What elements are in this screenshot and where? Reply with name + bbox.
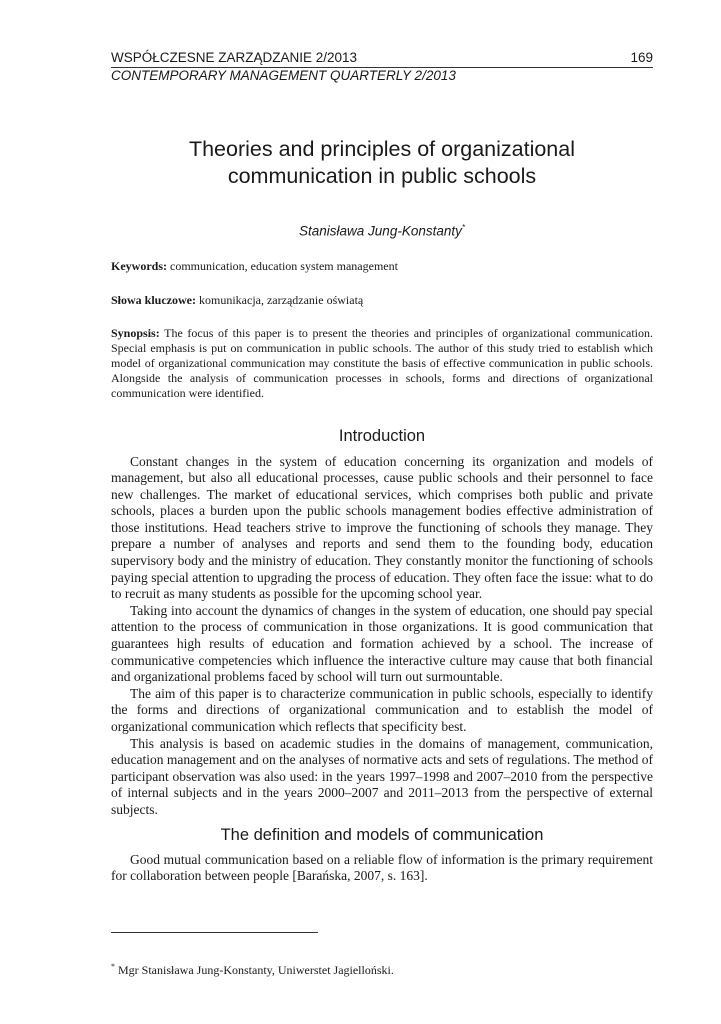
keywords-text: communication, education system management (170, 258, 398, 273)
footnote-text: Mgr Stanisława Jung-Konstanty, Uniwerstet Jagielloński. (118, 963, 394, 977)
author-footnote-marker: * (461, 223, 465, 232)
page-number: 169 (630, 50, 653, 65)
definition-paragraph-1: Good mutual communication based on a reliable flow of information is the primary requirement for collaboration between people [Barańska, 2007, s. 163]. (111, 851, 653, 884)
slowa-kluczowe (111, 293, 653, 308)
article-title: Theories and principles of organizational communication in public schools (188, 137, 576, 188)
footnote (111, 959, 653, 978)
slowa-kluczowe-label: Słowa kluczowe: (111, 292, 196, 307)
synopsis-label: Synopsis: (111, 325, 160, 340)
intro-paragraph-4: This analysis is based on academic studies in the domains of management, communication, education management and on the analyses of normative acts and sets of regulations. The method of participant observation was also used: in the years 1997–1998 and 2007–2010 from the perspective of internal subjects and in the years 2000–2007 and 2011–2013 from the perspective of external subjects. (111, 735, 653, 817)
journal-title-english: CONTEMPORARY MANAGEMENT QUARTERLY 2/2013 (111, 68, 456, 83)
slowa-kluczowe-text: komunikacja, zarządzanie oświatą (199, 292, 364, 307)
footnote-marker: * (111, 962, 115, 971)
section-heading-definition: The definition and models of communication (220, 825, 544, 844)
journal-title-polish: WSPÓŁCZESNE ZARZĄDZANIE 2/2013 (111, 50, 358, 65)
intro-paragraph-2: Taking into account the dynamics of changes in the system of education, one should pay special attention to the process of communication in those organizations. It is good communication that guarantees high results of education and formation achieved by a school. The increase of communicative competencies which influence the interactive culture may cause that both financial and organizational problems faced by school will turn out surmountable. (111, 602, 653, 685)
keywords-label: Keywords: (111, 258, 167, 273)
intro-paragraph-1: Constant changes in the system of education concerning its organization and models of management, but also all educational processes, cause public schools and their personnel to face new challenges. The market of educational services, which comprises both public and private schools, places a burden upon the public schools management bodies effective administration of those institutions. Head teachers strive to improve the functioning of schools they manage. They prepare a number of analyses and reports and send them to the founding body, education supervisory body and the ministry of education. They constantly monitor the functioning of schools paying special attention to upgrading the process of education. They often face the issue: what to do to recruit as many students as possible for the upcoming school year. (111, 453, 653, 602)
running-header (111, 50, 653, 84)
section-heading-introduction: Introduction (338, 426, 426, 445)
author-name: Stanisława Jung-Konstanty (299, 223, 462, 239)
keywords (111, 259, 653, 274)
intro-paragraph-3: The aim of this paper is to characterize communication in public schools, especially to identify the forms and directions of organizational communication and to establish the model of organizational communication which reflects that specificity best. (111, 685, 653, 735)
synopsis-text: The focus of this paper is to present the theories and principles of organizational communication. Special emphasis is put on communication in public schools. The author of this study tried to establish which model of organizational communication may constitute the basis of effective communication in public schools. Alongside the analysis of communication processes in schools, forms and directions of organizational communication were identified. (111, 325, 653, 401)
footnote-rule (111, 932, 318, 933)
synopsis (111, 326, 653, 402)
author-line (111, 223, 653, 239)
article-page (111, 50, 653, 885)
